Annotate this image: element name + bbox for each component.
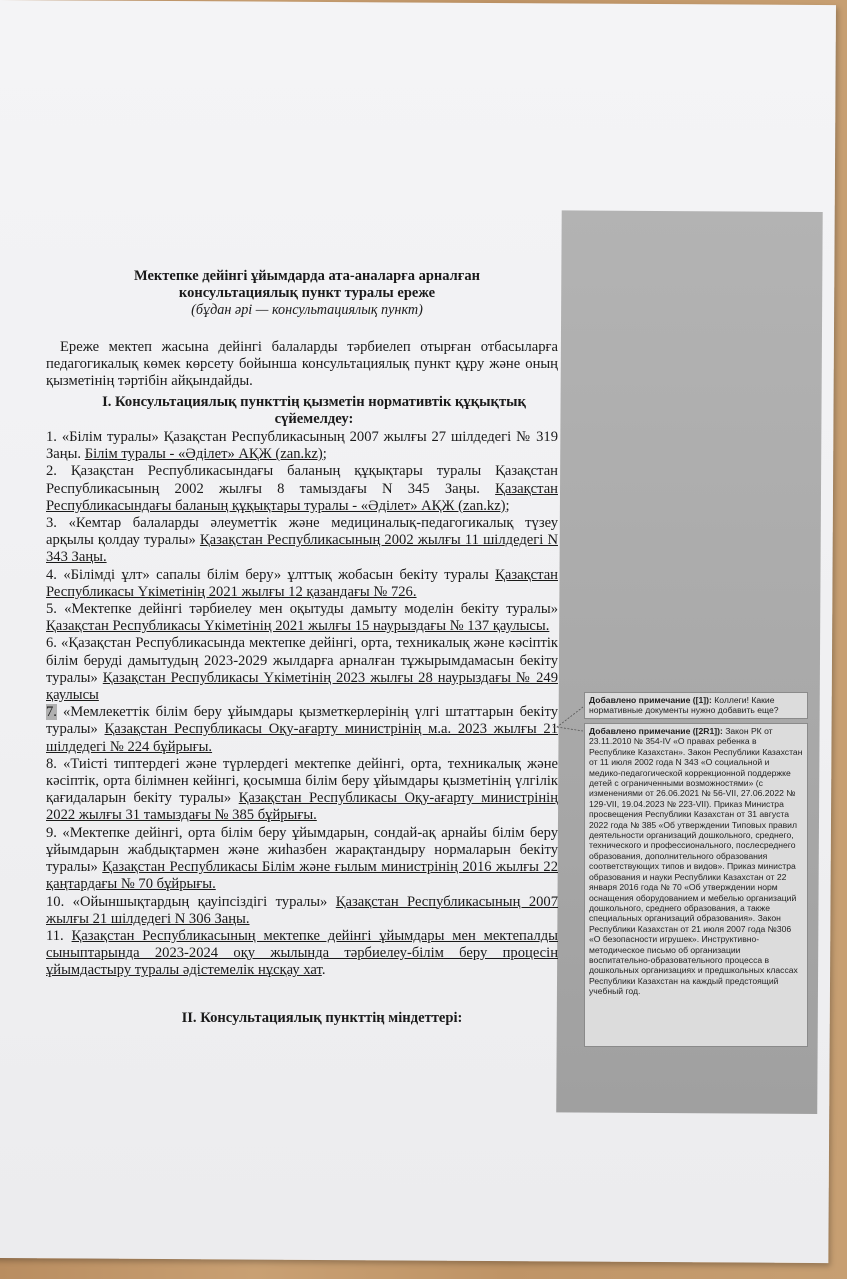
list-item: 10. «Ойыншықтардың қауіпсіздігі туралы» Қазақстан Республикасының 2007 жылғы 21 шілдедегі N 306 Заңы. [46, 893, 559, 927]
list-item: 6. «Қазақстан Республикасында мектепке дейінгі, орта, техникалық және кәсіптік білім беруді дамытудың 2023-2029 жылдарға арналған тұжырымдамасын бекіту туралы» Қазақстан Республикасы Үкіметінің 2023 жылғы 28 наурыздағы № 249 қаулысы [46, 635, 558, 704]
list-item: 5. «Мектепке дейінгі тәрбиелеу мен оқытуды дамыту моделін бекіту туралы» Қазақстан Республикасы Үкіметінің 2021 жылғы 15 наурыздағы № 137 қаулысы. [46, 601, 558, 635]
list-item: 11. Қазақстан Республикасының мектепке дейінгі ұйымдары мен мектепалды сыныптарында 2023-2024 оқу жылында тәрбиелеу-білім беру процесін ұйымдастыру туралы әдістемелік нұсқау хат. [46, 927, 558, 979]
list-item: 7. «Мемлекеттік білім беру ұйымдары қызметкерлерінің үлгі штаттарын бекіту туралы» Қазақстан Республикасы Оқу-ағарту министрінің м.а. 2023 жылғы 21 шілдедегі № 224 бұйрығы. [46, 704, 559, 755]
document-title [56, 268, 558, 302]
list-item: 9. «Мектепке дейінгі, орта білім беру ұйымдарын, сондай-ақ арнайы білім беру ұйымдарын жабдықтармен және жиһазбен жарақтандыру нормаларын бекіту туралы» Қазақстан Республикасы Білім және ғылым министрінің 2016 жылғы 22 қаңтардағы № 70 бұйрығы. [46, 824, 558, 893]
comment-balloon-2[interactable] [584, 723, 808, 1047]
law-link[interactable]: Қазақстан Республикасы Үкіметінің 2021 жылғы 12 қазандағы № 726. [46, 566, 558, 600]
list-item: 2. Қазақстан Республикасындағы баланың құқықтары туралы Қазақстан Республикасының 2002 жылғы 8 тамыздағы N 345 Заңы. Қазақстан Республикасындағы баланың құқықтары туралы - «Әділет» АҚЖ (zan.kz); [46, 463, 558, 514]
list-item: 4. «Білімді ұлт» сапалы білім беру» ұлттық жобасын бекіту туралы Қазақстан Республикасы Үкіметінің 2021 жылғы 12 қазандағы № 726. [46, 566, 558, 600]
comment-connector-icon [553, 705, 585, 735]
law-link[interactable]: Қазақстан Республикасының 2002 жылғы 11 шілдедегі N 343 Заңы. [46, 532, 558, 566]
comment-anchor-number[interactable]: 7. [46, 704, 57, 721]
law-link[interactable]: Қазақстан Республикасы Үкіметінің 2021 жылғы 15 наурыздағы № 137 қаулысы. [46, 618, 550, 635]
list-item: 3. «Кемтар балаларды әлеуметтік және медициналық-педагогикалық түзеу арқылы қолдау туралы» Қазақстан Республикасының 2002 жылғы 11 шілдедегі N 343 Заңы. [46, 515, 558, 566]
law-link[interactable]: Қазақстан Республикасындағы баланың құқықтары туралы - «Әділет» АҚЖ (zan.kz) [46, 480, 558, 514]
comment-body: Коллеги! Какие нормативные документы нужно добавить еще? [589, 695, 779, 716]
law-link[interactable]: Қазақстан Республикасы Оқу-ағарту министрінің м.а. 2023 жылғы 21 шілдедегі № 224 бұйрығы. [46, 721, 559, 755]
title-line-1: Мектепке дейінгі ұйымдарда ата-аналарға арналған [134, 268, 480, 284]
comment-balloon-1[interactable] [584, 692, 808, 719]
regulation-list [46, 429, 558, 980]
law-link[interactable]: Білім туралы - «Әділет» АҚЖ (zan.kz) [84, 446, 323, 463]
intro-paragraph: Ереже мектеп жасына дейінгі балаларды тәрбиелеп отырған отбасыларға педагогикалық көмек көрсету бойынша консультациялық пункт құру және оның қызметінің тәртібін айқындайды. [46, 339, 558, 390]
comment-header: Добавлено примечание ([2R1]): [589, 726, 723, 736]
law-link[interactable]: Қазақстан Республикасының 2007 жылғы 21 шілдедегі N 306 Заңы. [46, 893, 559, 927]
document-subtitle: (бұдан әрі — консультациялық пункт) [191, 302, 423, 318]
section-1-title: I. Консультациялық пункттің қызметін нормативтік құқықтық сүйемелдеу: [102, 393, 526, 427]
comment-header: Добавлено примечание ([1]): [589, 695, 712, 705]
section-2-title: II. Консультациялық пункттің міндеттері: [181, 1009, 463, 1026]
list-item: 1. «Білім туралы» Қазақстан Республикасының 2007 жылғы 27 шілдедегі № 319 Заңы. Білім туралы - «Әділет» АҚЖ (zan.kz); [46, 429, 558, 463]
list-item: 8. «Тиісті типтердегі және түрлердегі мектепке дейінгі, орта, техникалық және кәсіптік, орта білімнен кейінгі, қосымша білім беру ұйымдары қызметінің үлгілік қағидаларын бекіту туралы» Қазақстан Республикасы Оқу-ағарту министрінің 2022 жылғы 31 тамыздағы № 385 бұйрығы. [46, 755, 558, 824]
comment-body: Закон РК от 23.11.2010 № 354-IV «О правах ребенка в Республике Казахстан». Закон Республики Казахстан от 11 июля 2002 года N 343 «О социальной и медико-педагогической коррекционной поддержке детей с ограниченными возможностями» (с изменениями от 26.06.2021 № 56-VII, 27.06.2022 № 129-VII, 19.04.2023 № 223-VII). Приказ Министра просвещения Республики Казахстан от 31 августа 2022 года № 385 «Об утверждении Типовых правил деятельности организаций дошкольного, среднего, технического и профессионального, послесреднего образования, дополнительного образования соответствующих типов и видов». Приказ министра образования и науки Республики Казахстан от 22 января 2016 года № 70 «Об утверждении норм оснащения оборудованием и мебелью организаций дошкольного, среднего образования, а также специальных организаций образования». Закон Республики Казахстан от 21 июля 2007 года №306 «О безопасности игрушек». Инструктивно-методическое письмо об организации воспитательно-образовательного процесса в дошкольных организациях и предшкольных классах Республики Казахстан на каждый предстоящий учебный год. [589, 726, 803, 997]
document-body [46, 268, 558, 1027]
law-link[interactable]: Қазақстан Республикасы Үкіметінің 2023 жылғы 28 наурыздағы № 249 қаулысы [46, 669, 558, 704]
law-link[interactable]: Қазақстан Республикасы Білім және ғылым министрінің 2016 жылғы 22 қаңтардағы № 70 бұйрығы. [46, 859, 558, 893]
title-line-2: консультациялық пункт туралы ереже [178, 285, 436, 301]
law-link[interactable]: Қазақстан Республикасы Оқу-ағарту министрінің 2022 жылғы 31 тамыздағы № 385 бұйрығы. [46, 790, 558, 824]
law-link[interactable]: Қазақстан Республикасының мектепке дейінгі ұйымдары мен мектепалды сыныптарында 2023-2024 оқу жылында тәрбиелеу-білім беру процесін ұйымдастыру туралы әдістемелік нұсқау хат [46, 927, 558, 979]
